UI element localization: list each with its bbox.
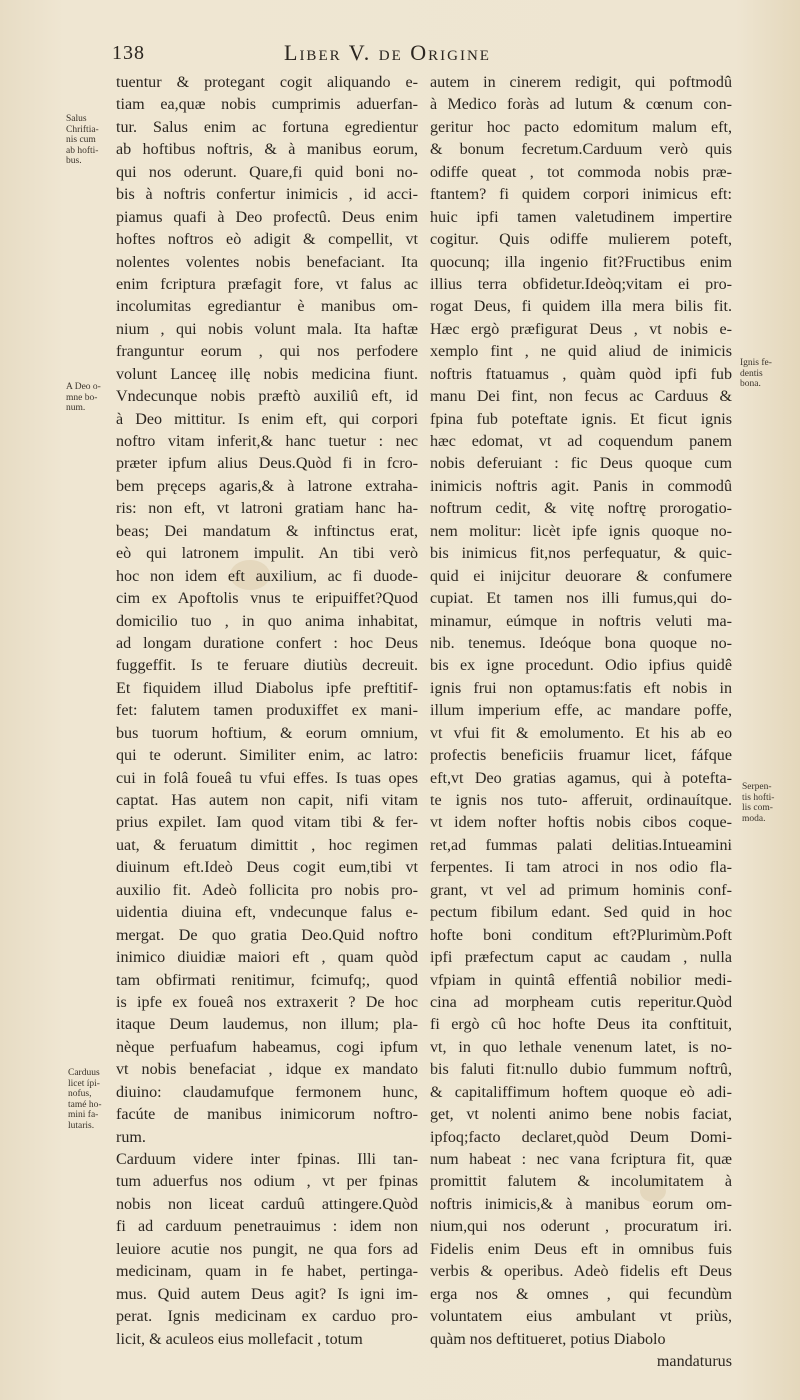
text-line: medicinam, quam in fe habet, pertinga- bbox=[116, 1263, 418, 1281]
text-line: cupiat. Et tamen nos illi fumus,qui do- bbox=[430, 590, 732, 608]
text-line: à Medico foràs ad lutum & cœnum con- bbox=[430, 96, 732, 114]
text-line: cogitur. Quis odiffe mulierem poteft, bbox=[430, 231, 732, 249]
text-line: eò qui latronem impulit. An tibi verò bbox=[116, 545, 418, 563]
text-line: itaque Deum laudemus, non illum; pla- bbox=[116, 1016, 418, 1034]
page-header bbox=[112, 40, 772, 66]
text-line: is ipfe ex foueâ nos extraxerit ? De hoc bbox=[116, 993, 418, 1011]
text-line: promittit falutem & incolumitatem à bbox=[430, 1173, 732, 1191]
text-line: vt, in quo lethale venenum latet, is no- bbox=[430, 1038, 732, 1056]
margin-note-adeo: A Deo o- mne bo- num. bbox=[66, 382, 101, 413]
text-line: Vndecunque nobis præftò auxiliû eft, id bbox=[116, 388, 418, 406]
text-line: incolumitas egrediantur è manibus om- bbox=[116, 298, 418, 316]
text-line: hofte boni conditum eft?Plurimùm.Poft bbox=[430, 926, 732, 944]
text-line: eft,vt Deo gratias agamus, qui à potefta- bbox=[430, 769, 732, 787]
text-line: diuinum eft.Ideò Deus cogit eum,tibi vt bbox=[116, 859, 418, 877]
text-line: bus tuorum hoftium, & eorum omnium, bbox=[116, 724, 418, 742]
text-line: & bonum fecretum.Carduum verò quis bbox=[430, 141, 732, 159]
text-line: Et fiquidem illud Diabolus ipfe preftitif- bbox=[116, 679, 418, 697]
text-line: voluntatem eius ambulant vt priùs, bbox=[430, 1308, 732, 1326]
text-line: noftro vitam inferit,& hanc tuetur : nec bbox=[116, 433, 418, 450]
text-line: illum imperium effe, ac mandare poffe, bbox=[430, 702, 732, 720]
text-line: hoc non idem eft auxilium, ac fi duode- bbox=[116, 567, 418, 585]
left-text-column bbox=[116, 72, 418, 1351]
text-line: inimicis noftris agit. Panis in commodû bbox=[430, 477, 732, 495]
text-line: inimico diuidiæ maiori eft , quam quòd bbox=[116, 949, 418, 967]
text-line: ftantem? fi quidem corpori inimicus eft: bbox=[430, 186, 732, 204]
text-line: tum aduerfus nos odium , vt per fpinas bbox=[116, 1173, 418, 1191]
text-line: num habeat : nec vana fcriptura fit, quæ bbox=[430, 1151, 732, 1168]
text-line: franguntur eorum , qui nos perfodere bbox=[116, 343, 418, 361]
text-line: nium,qui nos oderunt , procuratum iri. bbox=[430, 1218, 732, 1236]
margin-note-serpentis: Serpen- tis hofti- lis com- moda. bbox=[742, 782, 775, 824]
text-line: manu Dei fint, non fecus ac Carduus & bbox=[430, 388, 732, 406]
text-line: illius terra obfidetur.Ideòq;vitam ei pro- bbox=[430, 275, 732, 293]
text-line: noftris inimicis,& à manibus eorum om- bbox=[430, 1195, 732, 1213]
text-line: mandaturus bbox=[656, 1352, 732, 1370]
text-line: uat, & feruatum dimittit , hoc regimen bbox=[116, 836, 418, 854]
text-line: cim ex Apoftolis vnus te eripuiffet?Quod bbox=[116, 590, 418, 608]
text-line: nium , qui nobis volunt mala. Ita haftæ bbox=[116, 320, 418, 338]
text-line: erga nos & omnes , qui fecundùm bbox=[430, 1285, 732, 1303]
text-line: volunt Lanceę illę nobis medicina fiunt. bbox=[116, 365, 418, 383]
text-line: Carduum videre inter fpinas. Illi tan- bbox=[116, 1151, 418, 1168]
text-line: bis faluti fit:nullo dubio fummum noftrû, bbox=[430, 1061, 732, 1079]
text-line: piamus quafi à Deo profectû. Deus enim bbox=[116, 208, 418, 226]
text-line: profectis beneficiis fruamur licet, fáfque bbox=[430, 747, 732, 765]
text-line: nèque perfuafum habeamus, cogi ipfum bbox=[116, 1038, 418, 1056]
text-line: vt vfui fit & emolumento. Et his ab eo bbox=[430, 724, 732, 742]
margin-note-carduus: Carduus licet ípi- nofus, tamé ho- mini fa- lutaris. bbox=[68, 1068, 102, 1131]
text-line: geritur hoc pacto edomitum malum eft, bbox=[430, 118, 732, 136]
margin-note-salus: Salus Chriftia- nis cum ab hofti- bus. bbox=[66, 114, 99, 166]
text-line: leuiore acutie nos pungit, ne qua fors ad bbox=[116, 1240, 418, 1258]
text-line: tuentur & protegant cogit aliquando e- bbox=[116, 74, 418, 91]
text-line: à Deo mittitur. Is enim eft, qui corpori bbox=[116, 410, 418, 428]
text-line: & capitaliffimum hoftem quoque eò adi- bbox=[430, 1083, 732, 1101]
text-line: ignis frui non optamus:fatis eft nobis in bbox=[430, 679, 732, 697]
text-line: bem pręceps agaris,& à latrone extraha- bbox=[116, 477, 418, 495]
text-line: rogat Deus, fi quidem illa mera bilis fit. bbox=[430, 298, 732, 316]
text-line: autem in cinerem redigit, qui poftmodû bbox=[430, 74, 732, 91]
text-line: noftrum cedit, & vitę noftrę prorogatio- bbox=[430, 500, 732, 518]
text-line: fpina fub poteftate ignis. Et ficut ignis bbox=[430, 410, 732, 428]
text-line: vt nobis benefaciat , idque ex mandato bbox=[116, 1061, 418, 1079]
text-line: grant, vt vel ad primum hominis conf- bbox=[430, 881, 732, 899]
text-line: nem molitur: licèt ipfe ignis quoque no- bbox=[430, 522, 732, 540]
text-line: cui in folâ foueâ tu vfui effes. Is tuas opes bbox=[116, 769, 418, 787]
text-line: ipfoq;facto declaret,quòd Deum Domi- bbox=[430, 1128, 732, 1146]
text-line: Fidelis enim Deus eft in omnibus fuis bbox=[430, 1240, 732, 1258]
text-line: perat. Ignis medicinam ex carduo pro- bbox=[116, 1308, 418, 1326]
text-line: beas; Dei mandatum & inftinctus erat, bbox=[116, 522, 418, 540]
text-line: ab hoftibus noftris, & à manibus eorum, bbox=[116, 141, 418, 159]
text-line: ret,ad fummas palati delitias.Intueamini bbox=[430, 836, 732, 854]
text-line: ipfi præfectum caput ac caudam , nulla bbox=[430, 949, 732, 967]
text-line: vfpiam in quintâ effentiâ nobilior medi- bbox=[430, 971, 732, 989]
text-line: captat. Has autem non capit, nifi vitam bbox=[116, 792, 418, 809]
text-line: quocunq; illa ingenio fit?Fructibus enim bbox=[430, 253, 732, 271]
margin-note-ignis: Ignis fe- dentis bona. bbox=[740, 358, 772, 389]
running-head: Liber V. de Origine bbox=[284, 40, 491, 65]
text-line: tam obfirmati renitimur, fcimufq;, quod bbox=[116, 971, 418, 989]
text-line: uidentia diuina eft, vndecunque falus e- bbox=[116, 904, 418, 922]
text-line: fet: falutem tamen produxiffet ex mani- bbox=[116, 702, 418, 720]
text-line: bis inimicus fit,nos perfequatur, & quic- bbox=[430, 545, 732, 563]
text-line: minamur, eúmque in noftris veluti ma- bbox=[430, 612, 732, 630]
text-line: nib. tenemus. Ideóque bona quoque no- bbox=[430, 634, 732, 652]
text-line: auxilio fit. Adeò follicita pro nobis pro- bbox=[116, 881, 418, 899]
text-line: nolentes volentes nobis benefaciant. Ita bbox=[116, 253, 418, 271]
text-line: enim fcriptura præfagit fore, vt falus ac bbox=[116, 275, 418, 293]
text-line: cina ad morpheam cutis reperitur.Quòd bbox=[430, 993, 732, 1011]
text-line: fuggeffit. Is te feruare diutiùs decreuit. bbox=[116, 657, 418, 675]
text-line: vt idem nofter hoftis nobis cibos coque- bbox=[430, 814, 732, 832]
text-line: diuino: claudamufque fermonem hunc, bbox=[116, 1083, 418, 1101]
text-line: fi ergò cû hoc hofte Deus ita conftituit, bbox=[430, 1016, 732, 1034]
text-line: ferpentes. Ii tam atroci in nos odio fla- bbox=[430, 859, 732, 877]
text-line: get, vt nolenti animo bene nobis faciat, bbox=[430, 1106, 732, 1124]
text-line: hoftes noftros eò adigit & compellit, vt bbox=[116, 231, 418, 249]
text-line: bis ex igne procedunt. Odio ipfius quidê bbox=[430, 657, 732, 675]
right-text-column bbox=[430, 72, 732, 1373]
text-line: fi ad carduum penetrauimus : idem non bbox=[116, 1218, 418, 1236]
text-line: ad longam duratione confert : hoc Deus bbox=[116, 634, 418, 652]
text-line: præter ipfum alius Deus.Quòd fi in fcro- bbox=[116, 455, 418, 473]
text-line: bis à noftris confertur inimicis , id acci- bbox=[116, 186, 418, 204]
text-line: qui nos oderunt. Quare,fi quid boni no- bbox=[116, 163, 418, 181]
text-line: quid ei inijcitur deuorare & confumere bbox=[430, 567, 732, 585]
text-line: huic ipfi tamen valetudinem impertire bbox=[430, 208, 732, 226]
text-line: hæc edomat, vt ad coquendum panem bbox=[430, 433, 732, 450]
text-line: nobis deferuiant : fic Deus quoque cum bbox=[430, 455, 732, 473]
text-line: noftris ftatuamus , quàm quòd ipfi fub bbox=[430, 365, 732, 383]
text-line: Hæc ergò præfigurat Deus , vt nobis e- bbox=[430, 320, 732, 338]
text-line: xemplo fint , ne quid aliud de inimicis bbox=[430, 343, 732, 361]
text-line: mergat. De quo gratia Deo.Quid noftro bbox=[116, 926, 418, 944]
text-line: pectum fibilum edant. Sed quid in hoc bbox=[430, 904, 732, 922]
text-line: ris: non eft, vt latroni gratiam hanc ha- bbox=[116, 500, 418, 518]
text-line: prius expilet. Iam quod vitam tibi & fer- bbox=[116, 814, 418, 832]
text-line: mus. Quid autem Deus agit? Is igni im- bbox=[116, 1285, 418, 1303]
text-line: qui te oderunt. Similiter enim, ac latro: bbox=[116, 747, 418, 765]
text-line: te ignis nos tuto- afferuit, ordinauítque. bbox=[430, 792, 732, 809]
text-line: nobis non liceat carduû attingere.Quòd bbox=[116, 1195, 418, 1213]
text-line: tur. Salus enim ac fortuna egredientur bbox=[116, 118, 418, 136]
text-line: odiffe queat , tot commoda nobis præ- bbox=[430, 163, 732, 181]
text-line: verbis & operibus. Adeò fidelis eft Deus bbox=[430, 1263, 732, 1281]
text-line: domicilio tuo , in quo anima inhabitat, bbox=[116, 612, 418, 630]
text-line: quàm nos deftitueret, potius Diabolo bbox=[430, 1330, 666, 1348]
page-number: 138 bbox=[112, 42, 145, 64]
text-line: rum. bbox=[116, 1128, 146, 1146]
text-line: facúte de manibus inimicorum noftro- bbox=[116, 1106, 418, 1124]
text-line: licit, & aculeos eius mollefacit , totum bbox=[116, 1330, 363, 1348]
text-line: tiam ea,quæ nobis cumprimis aduerfan- bbox=[116, 96, 418, 114]
